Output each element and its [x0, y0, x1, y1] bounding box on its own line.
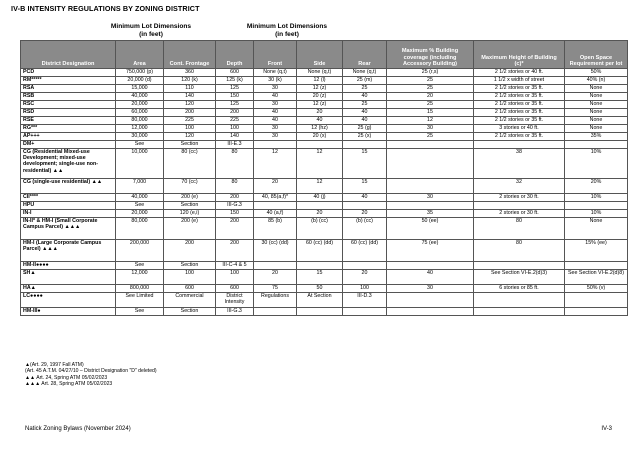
table-cell: 120: [164, 133, 216, 141]
table-cell: See: [116, 262, 164, 270]
table-cell: 30: [387, 194, 474, 202]
table-cell: [387, 149, 474, 179]
table-cell: [387, 308, 474, 316]
table-cell: 100: [216, 125, 254, 133]
district-designation-cell: CG (single-use residential) ▲▲: [21, 179, 116, 194]
table-cell: 20: [297, 109, 343, 117]
table-cell: [297, 262, 343, 270]
table-cell: 30: [387, 125, 474, 133]
district-designation-cell: IN-I: [21, 210, 116, 218]
table-cell: 20: [254, 270, 297, 285]
table-cell: 2 1/2 stories or 40 ft.: [474, 69, 565, 77]
table-cell: 2 1/2 stories or 35 ft.: [474, 109, 565, 117]
table-cell: 15: [387, 109, 474, 117]
table-cell: 25: [343, 85, 387, 93]
table-row: [21, 202, 628, 210]
table-cell: 110: [164, 85, 216, 93]
table-cell: 80,000: [116, 218, 164, 240]
table-cell: [343, 308, 387, 316]
column-header: District Designation: [21, 41, 116, 69]
table-row: [21, 218, 628, 240]
table-cell: 40: [387, 270, 474, 285]
table-row: [21, 149, 628, 179]
table-cell: III-G.3: [216, 202, 254, 210]
table-cell: 225: [164, 117, 216, 125]
table-cell: 80 (cc): [164, 149, 216, 179]
table-cell: 50: [297, 285, 343, 293]
district-designation-cell: RSD: [21, 109, 116, 117]
table-cell: 800,000: [116, 285, 164, 293]
table-cell: 140: [164, 93, 216, 101]
table-cell: 120: [164, 101, 216, 109]
table-cell: [387, 293, 474, 308]
table-cell: [387, 202, 474, 210]
table-cell: [254, 141, 297, 149]
table-cell: [297, 141, 343, 149]
table-cell: [387, 179, 474, 194]
table-cell: 25: [387, 77, 474, 85]
table-cell: 30: [387, 285, 474, 293]
table-cell: 60 (cc) (dd): [297, 240, 343, 262]
table-cell: See Limited: [116, 293, 164, 308]
table-cell: (b) (cc): [297, 218, 343, 240]
table-cell: 2 1/2 stories or 35 ft.: [474, 85, 565, 93]
table-cell: [474, 202, 565, 210]
table-cell: [297, 202, 343, 210]
table-cell: 25 (m): [343, 77, 387, 85]
table-cell: 25: [387, 85, 474, 93]
table-cell: 15: [297, 270, 343, 285]
column-header: Side: [297, 41, 343, 69]
table-cell: Section: [164, 308, 216, 316]
table-cell: 20: [254, 179, 297, 194]
table-row: [21, 109, 628, 117]
table-cell: 100: [164, 270, 216, 285]
table-cell: 40: [343, 109, 387, 117]
table-cell: 50%: [565, 69, 628, 77]
table-cell: 125: [216, 85, 254, 93]
footnotes: [25, 362, 157, 388]
table-cell: None (q,t): [343, 69, 387, 77]
table-cell: 40,000: [116, 93, 164, 101]
table-cell: (b) (cc): [343, 218, 387, 240]
table-cell: 30,000: [116, 133, 164, 141]
table-cell: 12 (z): [297, 101, 343, 109]
table-cell: 10%: [565, 149, 628, 179]
table-cell: [297, 308, 343, 316]
table-cell: 25: [343, 101, 387, 109]
district-designation-cell: PCD: [21, 69, 116, 77]
table-row: [21, 240, 628, 262]
table-cell: 200 (e): [164, 194, 216, 202]
district-designation-cell: HPU: [21, 202, 116, 210]
table-cell: [565, 308, 628, 316]
table-cell: 12: [297, 149, 343, 179]
table-cell: 140: [216, 133, 254, 141]
table-cell: 30 (cc) (dd): [254, 240, 297, 262]
table-cell: [387, 262, 474, 270]
district-designation-cell: DM+: [21, 141, 116, 149]
table-cell: 75: [254, 285, 297, 293]
district-designation-cell: CG (Residential Mixed-use Development; mixed-use development; single-use non-residential) ▲▲: [21, 149, 116, 179]
table-cell: 60 (cc) (dd): [343, 240, 387, 262]
table-cell: 25 (r,s): [387, 69, 474, 77]
table-cell: 10%: [565, 194, 628, 202]
table-cell: III-C-4 & 5: [216, 262, 254, 270]
table-cell: Section: [164, 262, 216, 270]
table-cell: 200: [164, 109, 216, 117]
table-cell: None: [565, 117, 628, 125]
table-cell: See: [116, 141, 164, 149]
table-cell: None: [565, 109, 628, 117]
table-cell: 30: [254, 133, 297, 141]
footer-document-name: Natick Zoning Bylaws (November 2024): [25, 426, 131, 432]
table-cell: See: [116, 308, 164, 316]
table-cell: 25 (g): [343, 125, 387, 133]
table-cell: 200: [216, 240, 254, 262]
table-cell: 20,000: [116, 210, 164, 218]
table-cell: Section: [164, 141, 216, 149]
district-designation-cell: LC●●●●: [21, 293, 116, 308]
table-cell: 12: [254, 149, 297, 179]
table-cell: 20: [387, 93, 474, 101]
table-cell: 25 (x): [343, 133, 387, 141]
district-designation-cell: RSB: [21, 93, 116, 101]
table-cell: III-G.3: [216, 308, 254, 316]
table-row: [21, 69, 628, 77]
table-header-row: [21, 41, 628, 69]
table-cell: 7,000: [116, 179, 164, 194]
district-designation-cell: HM-II●●●●: [21, 262, 116, 270]
table-cell: None: [565, 101, 628, 109]
table-cell: 30 (k): [254, 77, 297, 85]
table-row: [21, 270, 628, 285]
table-row: [21, 101, 628, 109]
table-cell: None: [565, 85, 628, 93]
table-cell: None: [565, 125, 628, 133]
table-cell: 20: [343, 210, 387, 218]
table-row: [21, 285, 628, 293]
table-cell: 750,000 (p): [116, 69, 164, 77]
table-cell: 40,000: [116, 194, 164, 202]
table-cell: [565, 262, 628, 270]
table-cell: 120 (k): [164, 77, 216, 85]
table-cell: 20%: [565, 179, 628, 194]
district-designation-cell: RSC: [21, 101, 116, 109]
table-cell: 200 (e): [164, 218, 216, 240]
min-lot-header-line1: Minimum Lot Dimensions: [110, 23, 192, 30]
table-cell: 150: [216, 210, 254, 218]
table-row: [21, 293, 628, 308]
district-designation-cell: RG***: [21, 125, 116, 133]
table-cell: [343, 202, 387, 210]
table-cell: 30: [254, 85, 297, 93]
table-cell: 1 1/2 x width of street: [474, 77, 565, 85]
table-cell: 40, 85(a,f)*: [254, 194, 297, 202]
table-row: [21, 77, 628, 85]
table-cell: 35%: [565, 133, 628, 141]
table-cell: None: [565, 218, 628, 240]
min-lot-header-line2: (in feet): [139, 31, 163, 38]
table-cell: See: [116, 202, 164, 210]
table-cell: 25: [387, 101, 474, 109]
table-row: [21, 141, 628, 149]
table-cell: 20: [297, 210, 343, 218]
table-row: [21, 262, 628, 270]
table-cell: III-E.3: [216, 141, 254, 149]
table-cell: 80: [216, 149, 254, 179]
column-header: Rear: [343, 41, 387, 69]
table-cell: At Section: [297, 293, 343, 308]
table-cell: 2 1/2 stories or 35 ft.: [474, 93, 565, 101]
table-cell: 2 stories or 30 ft.: [474, 194, 565, 202]
table-cell: 80,000: [116, 117, 164, 125]
table-row: [21, 125, 628, 133]
table-row: [21, 85, 628, 93]
table-row: [21, 210, 628, 218]
table-row: [21, 133, 628, 141]
table-cell: 200: [216, 194, 254, 202]
table-cell: None (q,t): [297, 69, 343, 77]
table-cell: 150: [216, 93, 254, 101]
district-designation-cell: IN-II* & HM-I (Small Corporate Campus Parcel) ▲▲▲: [21, 218, 116, 240]
district-designation-cell: SH▲: [21, 270, 116, 285]
district-designation-cell: HA▲: [21, 285, 116, 293]
table-cell: [565, 202, 628, 210]
table-cell: 70 (cc): [164, 179, 216, 194]
table-cell: 600: [164, 285, 216, 293]
table-row: [21, 93, 628, 101]
district-designation-cell: RSE: [21, 117, 116, 125]
table-cell: 2 1/2 stories or 35 ft.: [474, 101, 565, 109]
table-cell: 225: [216, 117, 254, 125]
table-cell: 40: [343, 194, 387, 202]
table-cell: See Section VI-E.2(d)3): [474, 270, 565, 285]
table-cell: 15: [343, 179, 387, 194]
column-header: Maximum Height of Building (c)*: [474, 41, 565, 69]
table-cell: Section: [164, 202, 216, 210]
min-lot-b-header-line2: (in feet): [275, 31, 299, 38]
min-lot-dimensions-header: [96, 23, 206, 39]
table-cell: 20,000: [116, 101, 164, 109]
table-cell: District Intensity: [216, 293, 254, 308]
district-designation-cell: RSA: [21, 85, 116, 93]
district-designation-cell: CII****: [21, 194, 116, 202]
table-cell: 2 1/2 stories or 35 ft.: [474, 117, 565, 125]
table-cell: 75 (ee): [387, 240, 474, 262]
footnote: ▲▲ Art. 24, Spring ATM 05/02/2023: [25, 374, 108, 381]
column-header: Depth: [216, 41, 254, 69]
intensity-regulations-table: [20, 40, 628, 316]
table-cell: Regulations: [254, 293, 297, 308]
table-cell: 12,000: [116, 125, 164, 133]
table-cell: 3 stories or 40 ft.: [474, 125, 565, 133]
table-cell: [343, 141, 387, 149]
column-header: Maximum % Building coverage (including Accessory Building): [387, 41, 474, 69]
table-cell: 125 (k): [216, 77, 254, 85]
table-cell: 6 stories or 85 ft.: [474, 285, 565, 293]
table-cell: 100: [343, 285, 387, 293]
table-cell: 40% (n): [565, 77, 628, 85]
table-cell: III-D.3: [343, 293, 387, 308]
min-lot-b-header-line1: Minimum Lot Dimensions: [246, 23, 328, 30]
table-cell: [254, 202, 297, 210]
table-cell: 20 (z): [297, 93, 343, 101]
table-cell: 80: [216, 179, 254, 194]
table-cell: [474, 262, 565, 270]
district-designation-cell: HM-III●: [21, 308, 116, 316]
min-lot-dimensions-header-setback: [232, 23, 342, 39]
table-cell: 12 (l): [297, 77, 343, 85]
table-cell: 2 stories or 30 ft.: [474, 210, 565, 218]
table-cell: See Section VI-E.2(d)8): [565, 270, 628, 285]
table-cell: 30: [254, 101, 297, 109]
table-cell: 15% (ee): [565, 240, 628, 262]
table-cell: [565, 293, 628, 308]
table-cell: [474, 293, 565, 308]
column-header: Cont. Frontage: [164, 41, 216, 69]
table-cell: 38: [474, 149, 565, 179]
table-cell: 125: [216, 101, 254, 109]
table-cell: 600: [216, 285, 254, 293]
table-cell: Commercial: [164, 293, 216, 308]
table-cell: 32: [474, 179, 565, 194]
table-cell: [474, 141, 565, 149]
table-cell: 50% (v): [565, 285, 628, 293]
table-cell: [565, 141, 628, 149]
column-header: Area: [116, 41, 164, 69]
table-cell: 12 (hz): [297, 125, 343, 133]
table-cell: 40: [343, 117, 387, 125]
footnote: (Art. 45 A.T.M. 04/27/10 – District Designation "D" deleted): [25, 368, 157, 375]
table-cell: 40 (a,f): [254, 210, 297, 218]
table-cell: 200: [164, 240, 216, 262]
table-cell: 25: [387, 133, 474, 141]
table-cell: 20 (x): [297, 133, 343, 141]
table-cell: 12: [387, 117, 474, 125]
table-cell: 200,000: [116, 240, 164, 262]
column-header: Open Space Requirement per lot: [565, 41, 628, 69]
table-cell: 40: [254, 93, 297, 101]
table-cell: 12 (z): [297, 85, 343, 93]
table-cell: None (q,t): [254, 69, 297, 77]
table-cell: 15,000: [116, 85, 164, 93]
district-designation-cell: HM-I (Large Corporate Campus Parcel) ▲▲▲: [21, 240, 116, 262]
table-cell: 80: [474, 240, 565, 262]
footer-page-number: IV-3: [601, 426, 612, 432]
table-cell: 40: [254, 117, 297, 125]
table-cell: 360: [164, 69, 216, 77]
table-cell: 40: [343, 93, 387, 101]
table-row: [21, 308, 628, 316]
table-row: [21, 194, 628, 202]
table-cell: 35: [387, 210, 474, 218]
table-cell: 20,000 (d): [116, 77, 164, 85]
table-cell: 40: [254, 109, 297, 117]
table-cell: None: [565, 93, 628, 101]
table-cell: 200: [216, 218, 254, 240]
table-cell: 60,000: [116, 109, 164, 117]
column-header: Front: [254, 41, 297, 69]
table-cell: 40 (j): [297, 194, 343, 202]
table-cell: 30: [254, 125, 297, 133]
district-designation-cell: AP+++: [21, 133, 116, 141]
table-cell: 12: [297, 179, 343, 194]
table-cell: [474, 308, 565, 316]
table-cell: 50 (ee): [387, 218, 474, 240]
table-cell: 120 (e,i): [164, 210, 216, 218]
table-cell: 85 (b): [254, 218, 297, 240]
table-cell: 2 1/2 stories or 35 ft.: [474, 133, 565, 141]
table-cell: 15: [343, 149, 387, 179]
district-designation-cell: RM*****: [21, 77, 116, 85]
table-cell: 40: [297, 117, 343, 125]
page-title: IV-B INTENSITY REGULATIONS BY ZONING DISTRICT: [11, 4, 200, 13]
footnote: ▲(Art. 29, 1997 Fall ATM): [25, 362, 84, 368]
table-cell: 10%: [565, 210, 628, 218]
table-cell: [254, 262, 297, 270]
table-row: [21, 117, 628, 125]
table-cell: [343, 262, 387, 270]
footnote: ▲▲▲ Art. 28, Spring ATM 05/02/2023: [25, 381, 113, 388]
table-cell: 100: [164, 125, 216, 133]
table-cell: 200: [216, 109, 254, 117]
table-cell: [387, 141, 474, 149]
table-cell: 80: [474, 218, 565, 240]
table-cell: 100: [216, 270, 254, 285]
table-cell: 10,000: [116, 149, 164, 179]
table-cell: 20: [343, 270, 387, 285]
table-cell: [254, 308, 297, 316]
table-row: [21, 179, 628, 194]
table-cell: 12,000: [116, 270, 164, 285]
table-body: [21, 69, 628, 316]
table-cell: 600: [216, 69, 254, 77]
